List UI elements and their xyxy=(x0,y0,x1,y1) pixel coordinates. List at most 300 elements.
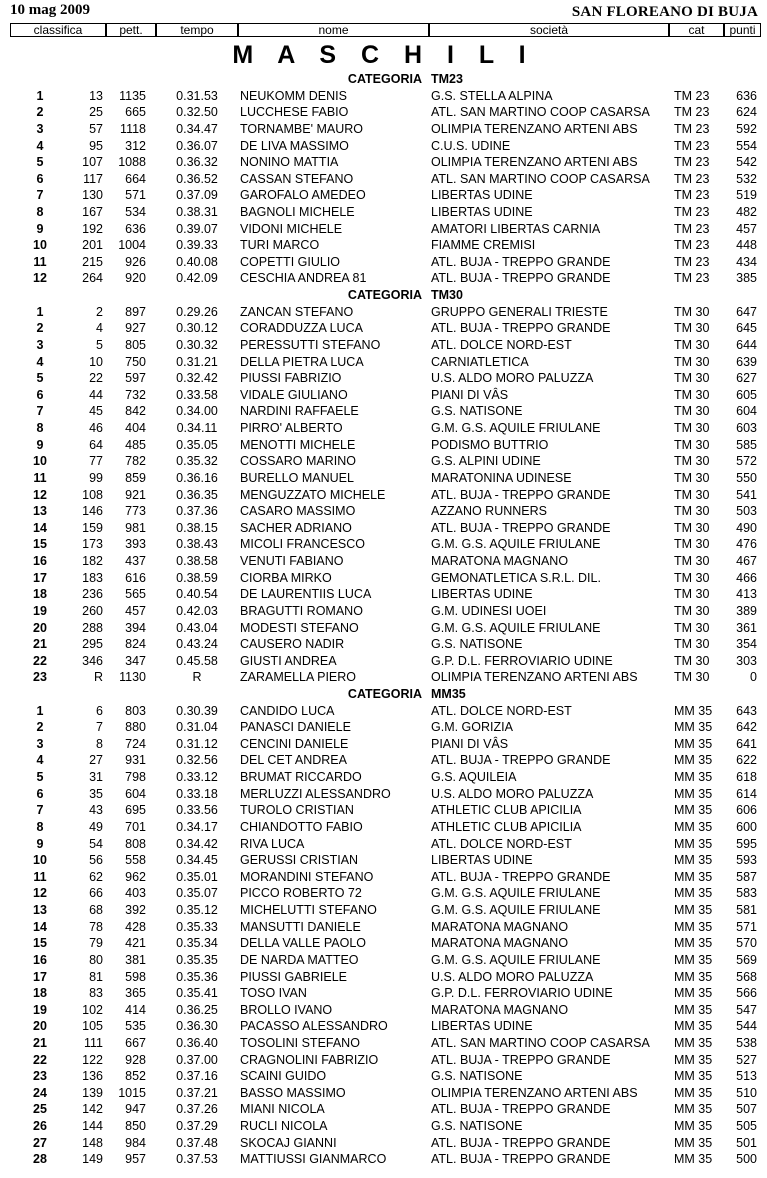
athlete-name-cell: MICHELUTTI STEFANO xyxy=(240,903,377,917)
time-cell: 0.35.36 xyxy=(176,969,218,984)
points-cell: 571 xyxy=(736,919,757,934)
time-cell: 0.37.09 xyxy=(176,188,218,203)
rank-cell: 3 xyxy=(36,121,44,136)
bib-cell: 404 xyxy=(125,421,146,435)
number-cell: 139 xyxy=(82,1085,103,1100)
category-cell: TM 23 xyxy=(674,171,710,186)
rank-cell: 20 xyxy=(33,1019,47,1034)
club-cell: G.S. STELLA ALPINA xyxy=(431,88,553,103)
number-cell: 54 xyxy=(89,836,103,851)
column-header-nome: nome xyxy=(238,23,429,37)
time-cell: 0.33.12 xyxy=(176,770,218,784)
points-cell: 636 xyxy=(736,88,757,103)
time-cell: 0.39.33 xyxy=(176,238,218,253)
athlete-name-cell: VENUTI FABIANO xyxy=(240,554,344,568)
points-cell: 513 xyxy=(736,1069,757,1084)
category-cell: TM 23 xyxy=(674,205,710,219)
rank-cell: 15 xyxy=(33,936,47,951)
number-cell: 102 xyxy=(82,1002,103,1017)
points-cell: 547 xyxy=(736,1002,757,1017)
number-cell: 78 xyxy=(89,919,103,934)
number-cell: 57 xyxy=(89,121,103,136)
table-row xyxy=(0,969,767,985)
club-cell: G.S. NATISONE xyxy=(431,1119,523,1134)
category-cell: MM 35 xyxy=(674,936,713,951)
time-cell: 0.37.48 xyxy=(176,1135,218,1150)
points-cell: 605 xyxy=(736,387,757,402)
athlete-name-cell: PERESSUTTI STEFANO xyxy=(240,337,381,352)
table-row xyxy=(0,769,767,785)
number-cell: 111 xyxy=(83,1036,103,1050)
rank-cell: 11 xyxy=(33,470,47,485)
points-cell: 614 xyxy=(736,786,757,801)
category-cell: MM 35 xyxy=(674,1102,713,1117)
club-cell: U.S. ALDO MORO PALUZZA xyxy=(431,969,594,984)
rank-cell: 3 xyxy=(36,736,44,751)
bib-cell: 824 xyxy=(125,637,146,652)
athlete-name-cell: CHIANDOTTO FABIO xyxy=(240,819,363,834)
points-cell: 550 xyxy=(736,470,757,485)
club-cell: OLIMPIA TERENZANO ARTENI ABS xyxy=(431,670,638,685)
bib-cell: 926 xyxy=(125,254,146,269)
time-cell: 0.35.12 xyxy=(176,903,218,917)
bib-cell: 571 xyxy=(125,188,146,203)
time-cell: 0.38.58 xyxy=(176,554,218,568)
category-cell: MM 35 xyxy=(674,952,713,967)
bib-cell: 1118 xyxy=(120,121,146,136)
bib-cell: 842 xyxy=(125,404,146,419)
table-row xyxy=(0,836,767,852)
bib-cell: 921 xyxy=(125,487,146,502)
bib-cell: 947 xyxy=(125,1102,146,1117)
table-row xyxy=(0,154,767,170)
table-row xyxy=(0,487,767,503)
category-cell: TM 30 xyxy=(674,603,710,618)
time-cell: 0.32.42 xyxy=(176,371,218,386)
time-cell: 0.36.35 xyxy=(176,487,218,502)
category-cell: MM 35 xyxy=(674,786,713,801)
time-cell: 0.36.07 xyxy=(176,138,218,153)
athlete-name-cell: GERUSSI CRISTIAN xyxy=(240,853,359,868)
club-cell: ATL. SAN MARTINO COOP CASARSA xyxy=(431,171,650,186)
category-cell: MM 35 xyxy=(674,753,713,768)
table-row xyxy=(0,1018,767,1034)
points-cell: 505 xyxy=(736,1119,757,1134)
time-cell: 0.39.07 xyxy=(176,221,218,236)
category-cell: MM 35 xyxy=(674,869,713,884)
number-cell: 4 xyxy=(96,321,103,336)
athlete-name-cell: MENOTTI MICHELE xyxy=(240,437,356,452)
number-cell: 136 xyxy=(82,1069,103,1084)
category-cell: TM 30 xyxy=(674,537,710,552)
athlete-name-cell: NARDINI RAFFAELE xyxy=(240,404,359,419)
table-row xyxy=(0,453,767,469)
club-cell: MARATONA MAGNANO xyxy=(431,1002,569,1017)
athlete-name-cell: MATTIUSSI GIANMARCO xyxy=(240,1152,387,1167)
category-cell: TM 23 xyxy=(674,271,710,286)
category-cell: MM 35 xyxy=(674,903,713,917)
points-cell: 527 xyxy=(736,1052,757,1067)
number-cell: R xyxy=(93,670,103,685)
athlete-name-cell: DELLA VALLE PAOLO xyxy=(240,936,366,951)
category-cell: MM 35 xyxy=(674,803,713,818)
table-row xyxy=(0,420,767,436)
athlete-name-cell: MICOLI FRANCESCO xyxy=(240,537,366,552)
rank-cell: 9 xyxy=(36,437,44,452)
athlete-name-cell: COSSARO MARINO xyxy=(240,454,356,469)
bib-cell: 897 xyxy=(125,304,146,319)
points-cell: 641 xyxy=(736,736,757,751)
rank-cell: 7 xyxy=(36,803,44,818)
bib-cell: 534 xyxy=(125,205,146,219)
category-header xyxy=(0,71,767,87)
rank-cell: 13 xyxy=(33,903,47,917)
time-cell: 0.36.30 xyxy=(176,1019,218,1034)
number-cell: 149 xyxy=(82,1152,103,1167)
table-row xyxy=(0,520,767,536)
bib-cell: 805 xyxy=(125,337,146,352)
rank-cell: 28 xyxy=(33,1152,47,1167)
bib-cell: 664 xyxy=(125,171,146,186)
event-venue: SAN FLOREANO DI BUJA xyxy=(571,4,758,20)
table-row xyxy=(0,204,767,220)
points-cell: 603 xyxy=(736,421,757,435)
club-cell: G.M. G.S. AQUILE FRIULANE xyxy=(431,620,601,635)
rank-cell: 5 xyxy=(36,371,44,386)
bib-cell: 381 xyxy=(125,952,146,967)
table-row xyxy=(0,270,767,286)
category-cell: MM 35 xyxy=(674,919,713,934)
rank-cell: 7 xyxy=(36,188,44,203)
points-cell: 303 xyxy=(736,653,757,668)
number-cell: 10 xyxy=(89,354,103,369)
time-cell: 0.31.21 xyxy=(176,354,218,369)
table-row xyxy=(0,387,767,403)
athlete-name-cell: DE NARDA MATTEO xyxy=(240,952,359,967)
club-cell: G.P. D.L. FERROVIARIO UDINE xyxy=(431,653,613,668)
table-row xyxy=(0,885,767,901)
bib-cell: 773 xyxy=(125,504,146,519)
club-cell: ATHLETIC CLUB APICILIA xyxy=(431,803,582,818)
points-cell: 566 xyxy=(736,986,757,1001)
rank-cell: 19 xyxy=(33,603,47,618)
rank-cell: 17 xyxy=(33,969,47,984)
category-header xyxy=(0,686,767,702)
category-header xyxy=(0,287,767,303)
time-cell: 0.37.00 xyxy=(176,1052,218,1067)
rank-cell: 20 xyxy=(33,620,47,635)
athlete-name-cell: MANSUTTI DANIELE xyxy=(240,919,361,934)
time-cell: 0.40.54 xyxy=(176,587,218,602)
time-cell: 0.31.04 xyxy=(176,720,218,735)
rank-cell: 2 xyxy=(36,321,44,336)
table-row xyxy=(0,370,767,386)
table-row xyxy=(0,1101,767,1117)
table-row xyxy=(0,354,767,370)
category-label: CATEGORIA xyxy=(347,72,422,86)
category-cell: MM 35 xyxy=(674,853,713,868)
number-cell: 6 xyxy=(96,703,103,718)
athlete-name-cell: LUCCHESE FABIO xyxy=(240,105,349,120)
rank-cell: 1 xyxy=(36,304,44,319)
table-row xyxy=(0,819,767,835)
number-cell: 2 xyxy=(96,304,103,319)
club-cell: GEMONATLETICA S.R.L. DIL. xyxy=(431,570,601,585)
table-row xyxy=(0,1151,767,1167)
time-cell: 0.36.40 xyxy=(176,1036,218,1050)
athlete-name-cell: PIRRO' ALBERTO xyxy=(240,421,343,435)
bib-cell: 457 xyxy=(125,603,146,618)
club-cell: ATL. BUJA - TREPPO GRANDE xyxy=(431,753,611,768)
table-row xyxy=(0,104,767,120)
bib-cell: 1135 xyxy=(119,88,146,103)
points-cell: 385 xyxy=(736,271,757,286)
athlete-name-cell: DE LIVA MASSIMO xyxy=(240,138,349,153)
table-row xyxy=(0,919,767,935)
number-cell: 49 xyxy=(89,819,103,834)
column-header-classifica: classifica xyxy=(10,23,106,37)
rank-cell: 16 xyxy=(33,554,47,568)
bib-cell: 392 xyxy=(125,903,146,917)
number-cell: 56 xyxy=(89,853,103,868)
table-row xyxy=(0,786,767,802)
rank-cell: 14 xyxy=(33,919,47,934)
rank-cell: 23 xyxy=(33,670,47,685)
bib-cell: 750 xyxy=(125,354,146,369)
club-cell: OLIMPIA TERENZANO ARTENI ABS xyxy=(431,1085,638,1100)
club-cell: ATL. BUJA - TREPPO GRANDE xyxy=(431,1135,611,1150)
bib-cell: 535 xyxy=(125,1019,146,1034)
category-cell: MM 35 xyxy=(674,1002,713,1017)
athlete-name-cell: NEUKOMM DENIS xyxy=(240,88,347,103)
number-cell: 31 xyxy=(89,770,103,784)
points-cell: 448 xyxy=(736,238,757,253)
number-cell: 66 xyxy=(89,886,103,901)
time-cell: 0.32.56 xyxy=(176,753,218,768)
points-cell: 606 xyxy=(736,803,757,818)
category-cell: TM 30 xyxy=(674,470,710,485)
bib-cell: 808 xyxy=(125,836,146,851)
points-cell: 503 xyxy=(736,504,757,519)
table-row xyxy=(0,586,767,602)
rank-cell: 21 xyxy=(33,637,47,652)
table-row xyxy=(0,237,767,253)
rank-cell: 6 xyxy=(36,171,44,186)
athlete-name-cell: CENCINI DANIELE xyxy=(240,736,349,751)
category-cell: TM 30 xyxy=(674,554,710,568)
category-cell: TM 30 xyxy=(674,304,710,319)
column-header-cat: cat xyxy=(669,23,724,37)
table-row xyxy=(0,187,767,203)
club-cell: G.M. G.S. AQUILE FRIULANE xyxy=(431,903,601,917)
category-code: TM30 xyxy=(431,288,463,303)
athlete-name-cell: BRUMAT RICCARDO xyxy=(240,770,362,784)
time-cell: 0.30.39 xyxy=(176,703,218,718)
club-cell: G.M. G.S. AQUILE FRIULANE xyxy=(431,421,601,435)
rank-cell: 9 xyxy=(36,836,44,851)
number-cell: 215 xyxy=(82,254,103,269)
rank-cell: 16 xyxy=(33,952,47,967)
category-cell: TM 23 xyxy=(674,221,710,236)
points-cell: 647 xyxy=(736,304,757,319)
page-title: M A S C H I L I xyxy=(232,41,535,69)
category-cell: TM 30 xyxy=(674,337,710,352)
points-cell: 569 xyxy=(736,952,757,967)
athlete-name-cell: MODESTI STEFANO xyxy=(240,620,359,635)
rank-cell: 10 xyxy=(33,238,47,253)
category-cell: MM 35 xyxy=(674,1119,713,1134)
table-row xyxy=(0,1068,767,1084)
column-header-punti: punti xyxy=(724,23,761,37)
athlete-name-cell: RUCLI NICOLA xyxy=(240,1119,328,1134)
rank-cell: 25 xyxy=(33,1102,47,1117)
points-cell: 541 xyxy=(736,487,757,502)
rank-cell: 27 xyxy=(33,1135,47,1150)
time-cell: 0.38.31 xyxy=(176,205,218,219)
number-cell: 8 xyxy=(96,736,103,751)
category-cell: TM 30 xyxy=(674,587,710,602)
table-row xyxy=(0,553,767,569)
bib-cell: 403 xyxy=(125,886,146,901)
table-row xyxy=(0,719,767,735)
rank-cell: 5 xyxy=(36,155,44,170)
category-cell: MM 35 xyxy=(674,720,713,735)
time-cell: 0.38.15 xyxy=(176,520,218,535)
table-row xyxy=(0,403,767,419)
rank-cell: 4 xyxy=(36,753,44,768)
points-cell: 532 xyxy=(736,171,757,186)
time-cell: 0.34.42 xyxy=(176,836,218,851)
club-cell: MARATONA MAGNANO xyxy=(431,554,569,568)
rank-cell: 4 xyxy=(36,138,44,153)
time-cell: 0.31.53 xyxy=(176,88,218,103)
bib-cell: 616 xyxy=(125,570,146,585)
number-cell: 236 xyxy=(82,587,103,602)
number-cell: 22 xyxy=(89,371,103,386)
points-cell: 593 xyxy=(736,853,757,868)
category-cell: TM 23 xyxy=(674,121,710,136)
athlete-name-cell: BRAGUTTI ROMANO xyxy=(240,603,363,618)
rank-cell: 1 xyxy=(36,703,44,718)
athlete-name-cell: RIVA LUCA xyxy=(240,836,305,851)
category-code: MM35 xyxy=(431,686,466,701)
club-cell: CARNIATLETICA xyxy=(431,354,529,369)
athlete-name-cell: PICCO ROBERTO 72 xyxy=(240,886,362,901)
bib-cell: 636 xyxy=(125,221,146,236)
table-row xyxy=(0,952,767,968)
athlete-name-cell: CAUSERO NADIR xyxy=(240,637,345,652)
table-row xyxy=(0,620,767,636)
club-cell: U.S. ALDO MORO PALUZZA xyxy=(431,786,594,801)
time-cell: 0.40.08 xyxy=(176,254,218,269)
bib-cell: 931 xyxy=(125,753,146,768)
category-cell: MM 35 xyxy=(674,969,713,984)
rank-cell: 21 xyxy=(33,1036,47,1050)
number-cell: 182 xyxy=(82,554,103,568)
table-row xyxy=(0,603,767,619)
athlete-name-cell: GIUSTI ANDREA xyxy=(240,653,337,668)
category-cell: TM 30 xyxy=(674,354,710,369)
category-cell: MM 35 xyxy=(674,986,713,1001)
time-cell: 0.34.11 xyxy=(176,421,218,435)
athlete-name-cell: DELLA PIETRA LUCA xyxy=(240,354,364,369)
category-cell: TM 23 xyxy=(674,188,710,203)
rank-cell: 22 xyxy=(33,653,47,668)
category-cell: MM 35 xyxy=(674,1069,713,1084)
table-row xyxy=(0,88,767,104)
time-cell: 0.34.47 xyxy=(176,121,218,136)
category-cell: TM 30 xyxy=(674,670,710,685)
club-cell: ATL. BUJA - TREPPO GRANDE xyxy=(431,271,611,286)
club-cell: ATL. SAN MARTINO COOP CASARSA xyxy=(431,105,650,120)
number-cell: 62 xyxy=(89,869,103,884)
time-cell: 0.42.03 xyxy=(176,603,218,618)
club-cell: LIBERTAS UDINE xyxy=(431,188,533,203)
number-cell: 46 xyxy=(89,421,103,435)
club-cell: G.S. NATISONE xyxy=(431,1069,523,1084)
bib-cell: 1130 xyxy=(119,670,146,685)
athlete-name-cell: CANDIDO LUCA xyxy=(240,703,335,718)
rank-cell: 6 xyxy=(36,786,44,801)
number-cell: 192 xyxy=(82,221,103,236)
number-cell: 99 xyxy=(89,470,103,485)
table-row xyxy=(0,636,767,652)
category-cell: TM 30 xyxy=(674,570,710,585)
points-cell: 501 xyxy=(736,1135,757,1150)
athlete-name-cell: CESCHIA ANDREA 81 xyxy=(240,271,367,286)
category-cell: MM 35 xyxy=(674,703,713,718)
club-cell: LIBERTAS UDINE xyxy=(431,1019,533,1034)
table-row xyxy=(0,121,767,137)
number-cell: 167 xyxy=(82,205,103,219)
club-cell: MARATONA MAGNANO xyxy=(431,919,569,934)
category-cell: TM 23 xyxy=(674,105,710,120)
club-cell: LIBERTAS UDINE xyxy=(431,587,533,602)
points-cell: 0 xyxy=(750,670,757,685)
rank-cell: 12 xyxy=(33,271,47,286)
club-cell: C.U.S. UDINE xyxy=(431,138,511,153)
club-cell: ATL. DOLCE NORD-EST xyxy=(431,703,572,718)
table-row xyxy=(0,1035,767,1051)
category-label: CATEGORIA xyxy=(347,686,422,701)
category-cell: TM 30 xyxy=(674,653,710,668)
club-cell: FIAMME CREMISI xyxy=(431,238,536,253)
table-row xyxy=(0,736,767,752)
athlete-name-cell: DE LAURENTIIS LUCA xyxy=(240,587,372,602)
category-cell: MM 35 xyxy=(674,736,713,751)
time-cell: 0.36.16 xyxy=(176,470,218,485)
points-cell: 467 xyxy=(736,554,757,568)
athlete-name-cell: CRAGNOLINI FABRIZIO xyxy=(240,1052,379,1067)
athlete-name-cell: CIORBA MIRKO xyxy=(240,570,332,585)
club-cell: U.S. ALDO MORO PALUZZA xyxy=(431,371,594,386)
points-cell: 507 xyxy=(736,1102,757,1117)
rank-cell: 22 xyxy=(33,1052,47,1067)
number-cell: 25 xyxy=(89,105,103,120)
points-cell: 627 xyxy=(736,371,757,386)
rank-cell: 10 xyxy=(33,454,47,469)
club-cell: G.S. ALPINI UDINE xyxy=(431,454,541,469)
club-cell: G.M. G.S. AQUILE FRIULANE xyxy=(431,952,601,967)
rank-cell: 3 xyxy=(36,337,44,352)
time-cell: 0.37.21 xyxy=(176,1085,218,1100)
number-cell: 346 xyxy=(82,653,103,668)
club-cell: ATL. BUJA - TREPPO GRANDE xyxy=(431,487,611,502)
rank-cell: 11 xyxy=(33,869,47,884)
athlete-name-cell: TORNAMBE' MAURO xyxy=(240,121,363,136)
table-row xyxy=(0,869,767,885)
table-row xyxy=(0,1085,767,1101)
